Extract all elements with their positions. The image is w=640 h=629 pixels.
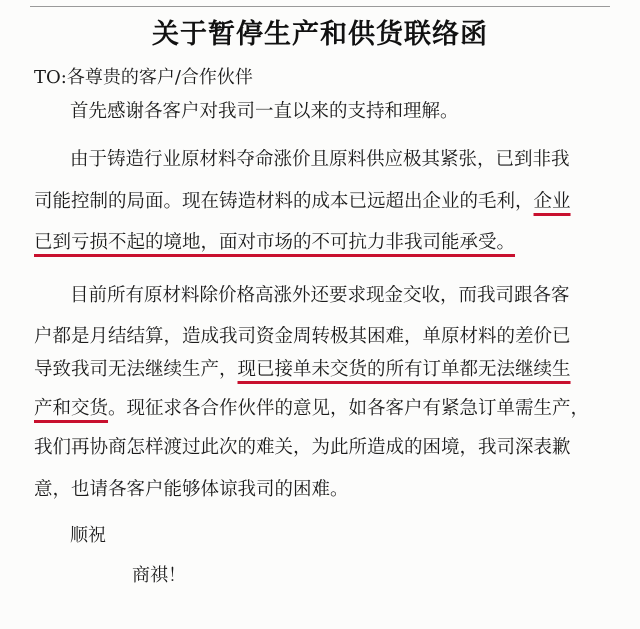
body-line-9: 我们再协商怎样渡过此次的难关，为此所造成的困境，我司深表歉: [34, 437, 571, 458]
addressee: TO:各尊贵的客户/合作伙伴: [34, 67, 253, 88]
body-line-7-text: 导致我司无法继续生产，: [34, 359, 238, 380]
body-line-5: 目前所有原材料除价格高涨外还要求现金交收，而我司跟各客: [70, 285, 570, 306]
body-line-6: 户都是月结结算，造成我司资金周转极其困难，单原材料的差价已: [34, 326, 571, 347]
underlined-phrase-4: 产和交货: [34, 398, 109, 419]
body-line-1: 首先感谢各客户对我司一直以来的支持和理解。: [70, 101, 459, 122]
body-line-2: 由于铸造行业原材料夺命涨价且原料供应极其紧张，已到非我: [70, 149, 570, 170]
closing-text: 顺祝: [70, 525, 106, 546]
underlined-phrase-1: 企业: [533, 191, 571, 212]
body-line-4: [34, 231, 515, 255]
underlined-phrase-2: 已到亏损不起的境地，面对市场的不可抗力非我司能承受。: [34, 232, 516, 253]
body-line-8: [34, 397, 589, 421]
underlined-phrase-3: 现已接单未交货的所有订单都无法继续生: [237, 359, 571, 380]
body-line-3-text: 司能控制的局面。现在铸造材料的成本已远超出企业的毛利，: [34, 191, 534, 212]
body-line-7: [34, 358, 571, 382]
top-rule: [30, 6, 610, 7]
body-line-10: 意，也请各客户能够体谅我司的困难。: [34, 479, 349, 500]
body-line-3: [34, 190, 571, 214]
signoff-text: 商祺！: [132, 565, 186, 586]
body-line-8-text: 。现征求各合作伙伴的意见，如各客户有紧急订单需生产，: [108, 398, 590, 419]
letter-title: 关于暂停生产和供货联络函: [152, 19, 488, 50]
